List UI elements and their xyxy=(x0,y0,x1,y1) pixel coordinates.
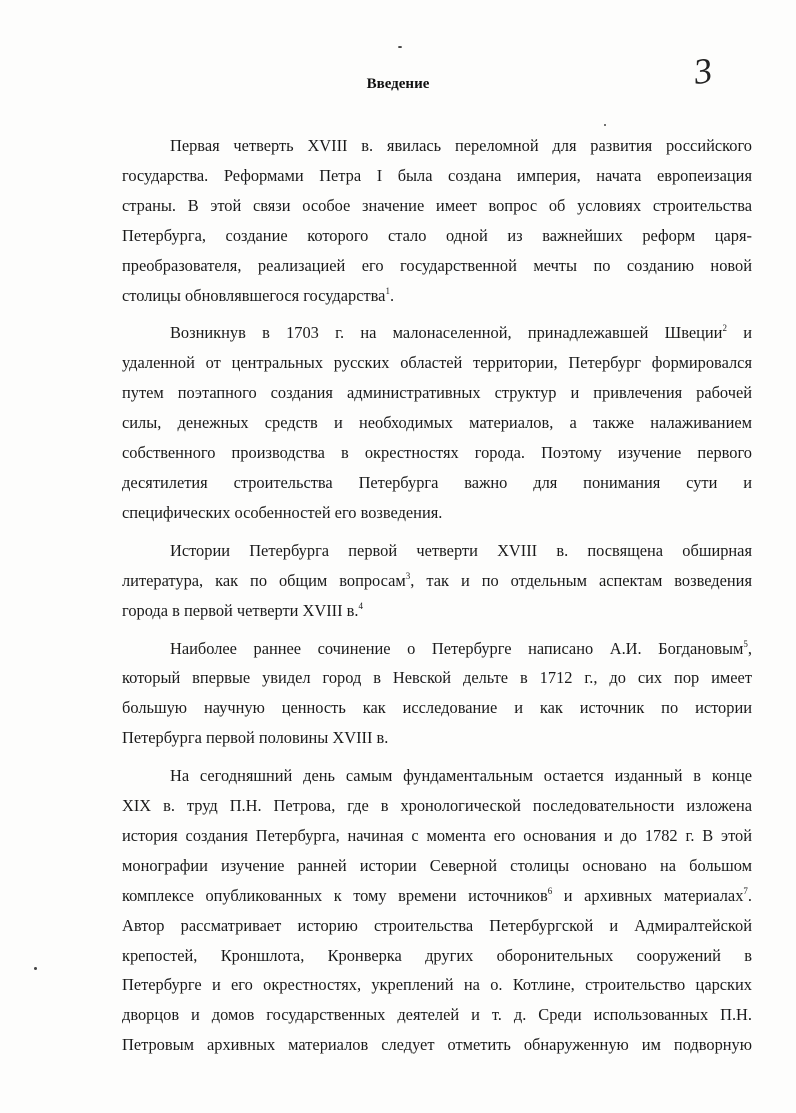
text-run: , так и по отдельным аспектам возведения xyxy=(410,570,752,590)
text-line: специфических особенностей его возведения. xyxy=(122,502,443,522)
text-line xyxy=(122,281,752,311)
text-line: десятилетия строительства Петербурга важно для понимания сути и xyxy=(122,472,752,492)
text-line: Автор рассматривает историю строительства Петербургской и Адмиралтейской xyxy=(122,915,752,935)
scan-speck xyxy=(604,124,606,126)
text-line xyxy=(122,596,752,626)
text-run: города в первой четверти XVIII в. xyxy=(122,600,359,620)
footnote-ref-1: 1 xyxy=(385,285,390,296)
text-line: монографии изучение ранней истории Северной столицы основано на большом xyxy=(122,855,752,875)
footnote-ref-3: 3 xyxy=(405,570,411,581)
text-line: Петербурга, создание которого стало одной из важнейших реформ царя- xyxy=(122,225,752,245)
text-line xyxy=(122,881,752,911)
text-line: силы, денежных средств и необходимых материалов, а также налаживанием xyxy=(122,413,752,433)
footnote-ref-6: 6 xyxy=(547,885,553,896)
text-line: На сегодняшний день самым фундаментальным остается изданный в конце xyxy=(170,766,752,786)
text-line: большую научную ценность как исследование и как источник по истории xyxy=(122,698,752,718)
text-line: страны. В этой связи особое значение имеет вопрос об условиях строительства xyxy=(122,195,752,215)
text-line: Истории Петербурга первой четверти XVIII в. посвящена обширная xyxy=(170,540,752,560)
paragraph-2 xyxy=(122,318,752,527)
footnote-ref-2: 2 xyxy=(722,323,727,334)
text-line: XIX в. труд П.Н. Петрова, где в хронологической последовательности изложена xyxy=(122,796,752,816)
text-line: Петербурга первой половины XVIII в. xyxy=(122,728,389,748)
text-run: и архивных материалах xyxy=(552,885,744,905)
text-run: , xyxy=(747,638,752,658)
text-line xyxy=(122,634,752,664)
text-line: путем поэтапного создания административных структур и привлечения рабочей xyxy=(122,383,752,403)
text-line: удаленной от центральных русских областей территории, Петербург формировался xyxy=(122,353,752,373)
text-line: дворцов и домов государственных деятелей и т. д. Среди использованных П.Н. xyxy=(122,1005,752,1025)
text-line: собственного производства в окрестностях города. Поэтому изучение первого xyxy=(122,443,752,463)
paragraph-5 xyxy=(122,761,752,1060)
text-line: Петровым архивных материалов следует отметить обнаруженную им подворную xyxy=(122,1035,752,1055)
text-line xyxy=(122,566,752,596)
text-run: и xyxy=(726,323,752,343)
text-line: Петербурге и его окрестностях, укреплений на о. Котлине, строительство царских xyxy=(122,975,752,995)
paragraph-1 xyxy=(122,131,752,310)
footnote-ref-4: 4 xyxy=(358,600,364,611)
text-run: литература, как по общим вопросам xyxy=(122,570,406,590)
page-number: 3 xyxy=(691,49,715,93)
text-run: Наиболее раннее сочинение о Петербурге написано А.И. Богдановым xyxy=(170,638,744,658)
paragraph-4 xyxy=(122,634,752,754)
text-line: Первая четверть XVIII в. явилась переломной для развития российского xyxy=(170,136,752,155)
scan-speck xyxy=(34,967,37,970)
text-run: Возникнув в 1703 г. на малонаселенной, принадлежавшей Швеции xyxy=(170,323,723,343)
text-line: преобразователя, реализацией его государственной мечты по созданию новой xyxy=(122,255,752,275)
footnote-ref-7: 7 xyxy=(743,885,748,896)
paragraph-3 xyxy=(122,536,752,626)
text-run: столицы обновлявшегося государства xyxy=(122,285,386,305)
text-run: комплексе опубликованных к тому времени источников xyxy=(122,885,548,905)
text-line: государства. Реформами Петра I была создана империя, начата европеизация xyxy=(122,165,752,185)
text-run: . xyxy=(747,885,752,905)
text-line: крепостей, Кроншлота, Кронверка других оборонительных сооружений в xyxy=(122,945,752,965)
text-line: который впервые увидел город в Невской дельте в 1712 г., до сих пор имеет xyxy=(122,668,752,688)
footnote-ref-5: 5 xyxy=(743,638,748,649)
scan-speck xyxy=(398,46,402,48)
text-line xyxy=(122,318,752,348)
body-text xyxy=(122,131,752,1068)
page-title: Введение xyxy=(366,76,430,92)
text-line: история создания Петербурга, начиная с момента его основания и до 1782 г. В этой xyxy=(122,825,752,845)
text-run: . xyxy=(389,285,395,305)
